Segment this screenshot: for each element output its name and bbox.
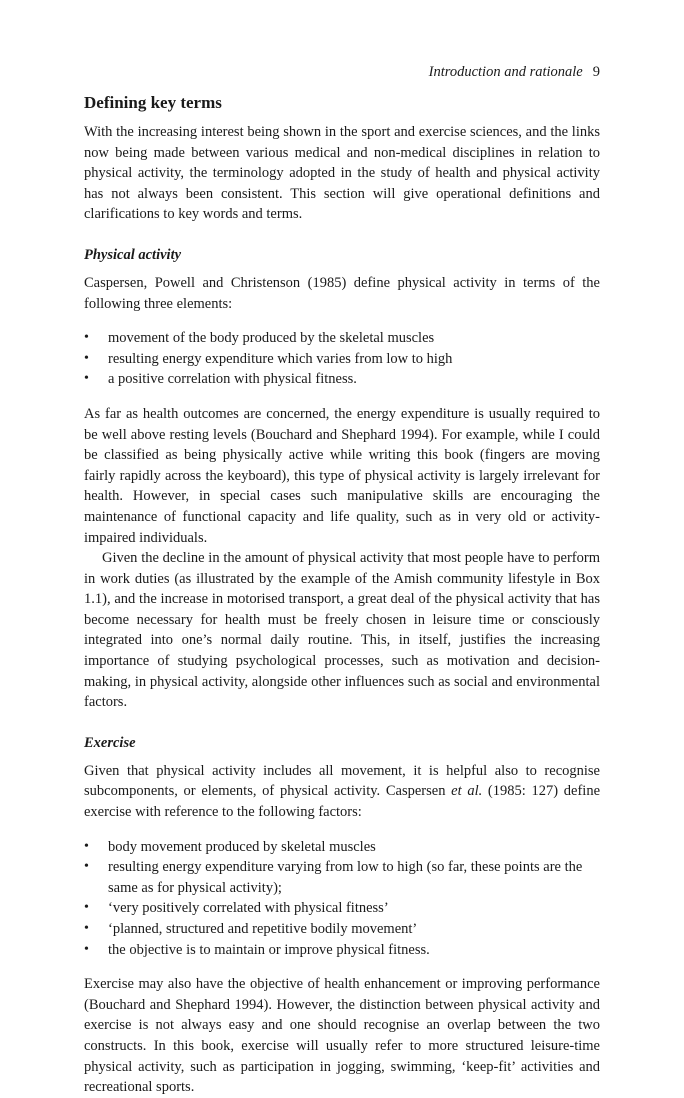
physical-activity-bullet-list (84, 328, 600, 390)
bullet-icon: • (84, 900, 89, 916)
list-item: • a positive correlation with physical fitness. (84, 369, 600, 390)
physical-activity-paragraph-2: Given the decline in the amount of physical activity that most people have to perform in work duties (as illustrated by the example of the Amish community lifestyle in Box 1.1), and the increase in motorised transport, a great deal of the physical activity that has become necessary for health must be freely chosen in leisure time or consciously integrated into one’s normal daily routine. This, in itself, justifies the increasing importance of studying psychological processes, such as motivation and decision-making, in physical activity, alongside other influences such as social and environmental factors. (84, 550, 600, 711)
bullet-icon: • (84, 350, 89, 366)
bullet-icon: • (84, 859, 89, 875)
list-item: • movement of the body produced by the skeletal muscles (84, 328, 600, 349)
list-item: • body movement produced by skeletal muscles (84, 837, 600, 858)
physical-activity-paragraph-1: As far as health outcomes are concerned, the energy expenditure is usually required to be well above resting levels (Bouchard and Shephard 1994). For example, while I could be classified as being physically active while writing this book (fingers are moving fairly rapidly across the keyboard), this type of physical activity is largely irrelevant for health. However, in special cases such manipulative skills are encouraging the maintenance of functional capacity and life quality, such as in very old or activity-impaired individuals. (84, 405, 600, 546)
section-intro-paragraph: With the increasing interest being shown in the sport and exercise sciences, and the links now being made between various medical and non-medical disciplines in relation to physical activity, the terminology adopted in the study of health and physical activity has not always been consistent. This section will give operational definitions and clarifications to key words and terms. (84, 124, 600, 223)
bullet-icon: • (84, 838, 89, 854)
section-heading: Defining key terms (84, 93, 222, 112)
bullet-icon: • (84, 941, 89, 957)
bullet-icon: • (84, 371, 89, 387)
running-head-title: Introduction and rationale (428, 64, 583, 80)
list-item: • resulting energy expenditure varying from low to high (so far, these points are the same as for physical activity); (84, 859, 583, 896)
bullet-icon: • (84, 330, 89, 346)
bullet-icon: • (84, 921, 89, 936)
physical-activity-heading: Physical activity (84, 246, 182, 263)
book-page (84, 62, 600, 1098)
list-item: • ‘planned, structured and repetitive bodily movement’ (84, 919, 600, 940)
exercise-paragraph: Exercise may also have the objective of health enhancement or improving performance (Bouchard and Shephard 1994). However, the distinction between physical activity and exercise is not always easy and one should recognise an overlap between the two constructs. In this book, exercise will usually refer to more structured leisure-time physical activity, such as participation in jogging, swimming, ‘keep-fit’ activities and recreational sports. (84, 976, 600, 1096)
list-item: • ‘very positively correlated with physical fitness’ (84, 898, 600, 919)
exercise-heading: Exercise (84, 734, 136, 751)
list-item: • the objective is to maintain or improve physical fitness. (84, 940, 600, 961)
list-item: • resulting energy expenditure which varies from low to high (84, 349, 600, 370)
running-head (84, 62, 600, 82)
page-number: 9 (592, 64, 600, 80)
exercise-lead: Given that physical activity includes all movement, it is helpful also to recognise subcomponents, or elements, of physical activity. Caspersen et al. (1985: 127) define exercise with reference to the following factors: (84, 762, 600, 821)
exercise-bullet-list (84, 837, 600, 961)
physical-activity-lead: Caspersen, Powell and Christenson (1985) define physical activity in terms of the following three elements: (84, 274, 600, 312)
